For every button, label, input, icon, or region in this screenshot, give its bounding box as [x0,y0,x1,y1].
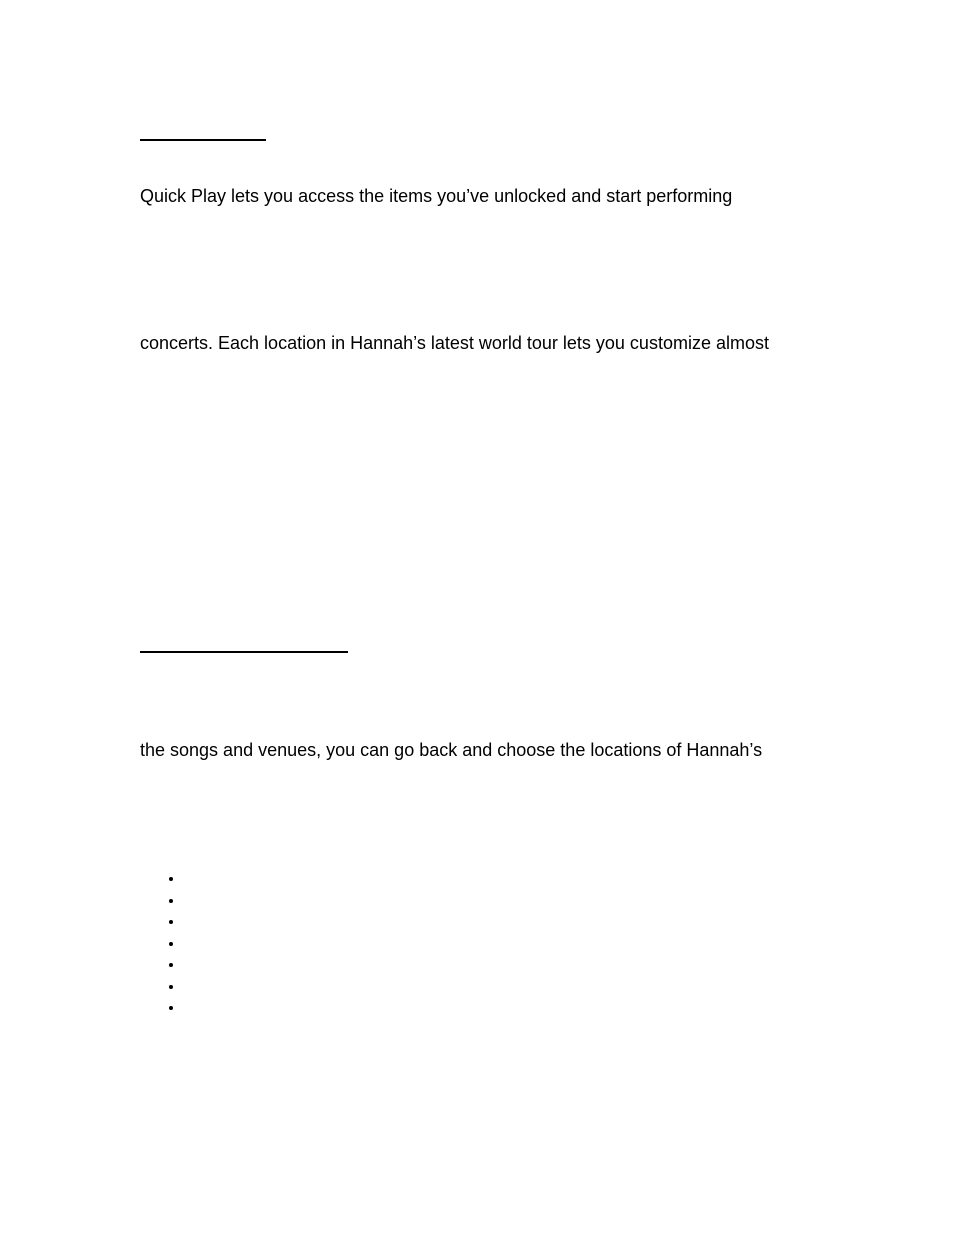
bullet-item [166,955,186,977]
bullet-item [166,891,186,913]
bullet-item [166,912,186,934]
paragraph-songs-venues: the songs and venues, you can go back and choose the locations of Hannah’s [140,740,763,760]
bullet-item [166,977,186,999]
bullet-item [166,869,186,891]
heading-underline-1 [140,139,266,141]
heading-underline-2 [140,651,348,653]
bullet-item [166,998,186,1020]
bullet-item [166,934,186,956]
paragraph-concerts: concerts. Each location in Hannah’s latest world tour lets you customize almost [140,333,769,353]
paragraph-quick-play: Quick Play lets you access the items you’ve unlocked and start performing [140,186,733,206]
bullet-list [166,869,186,1020]
